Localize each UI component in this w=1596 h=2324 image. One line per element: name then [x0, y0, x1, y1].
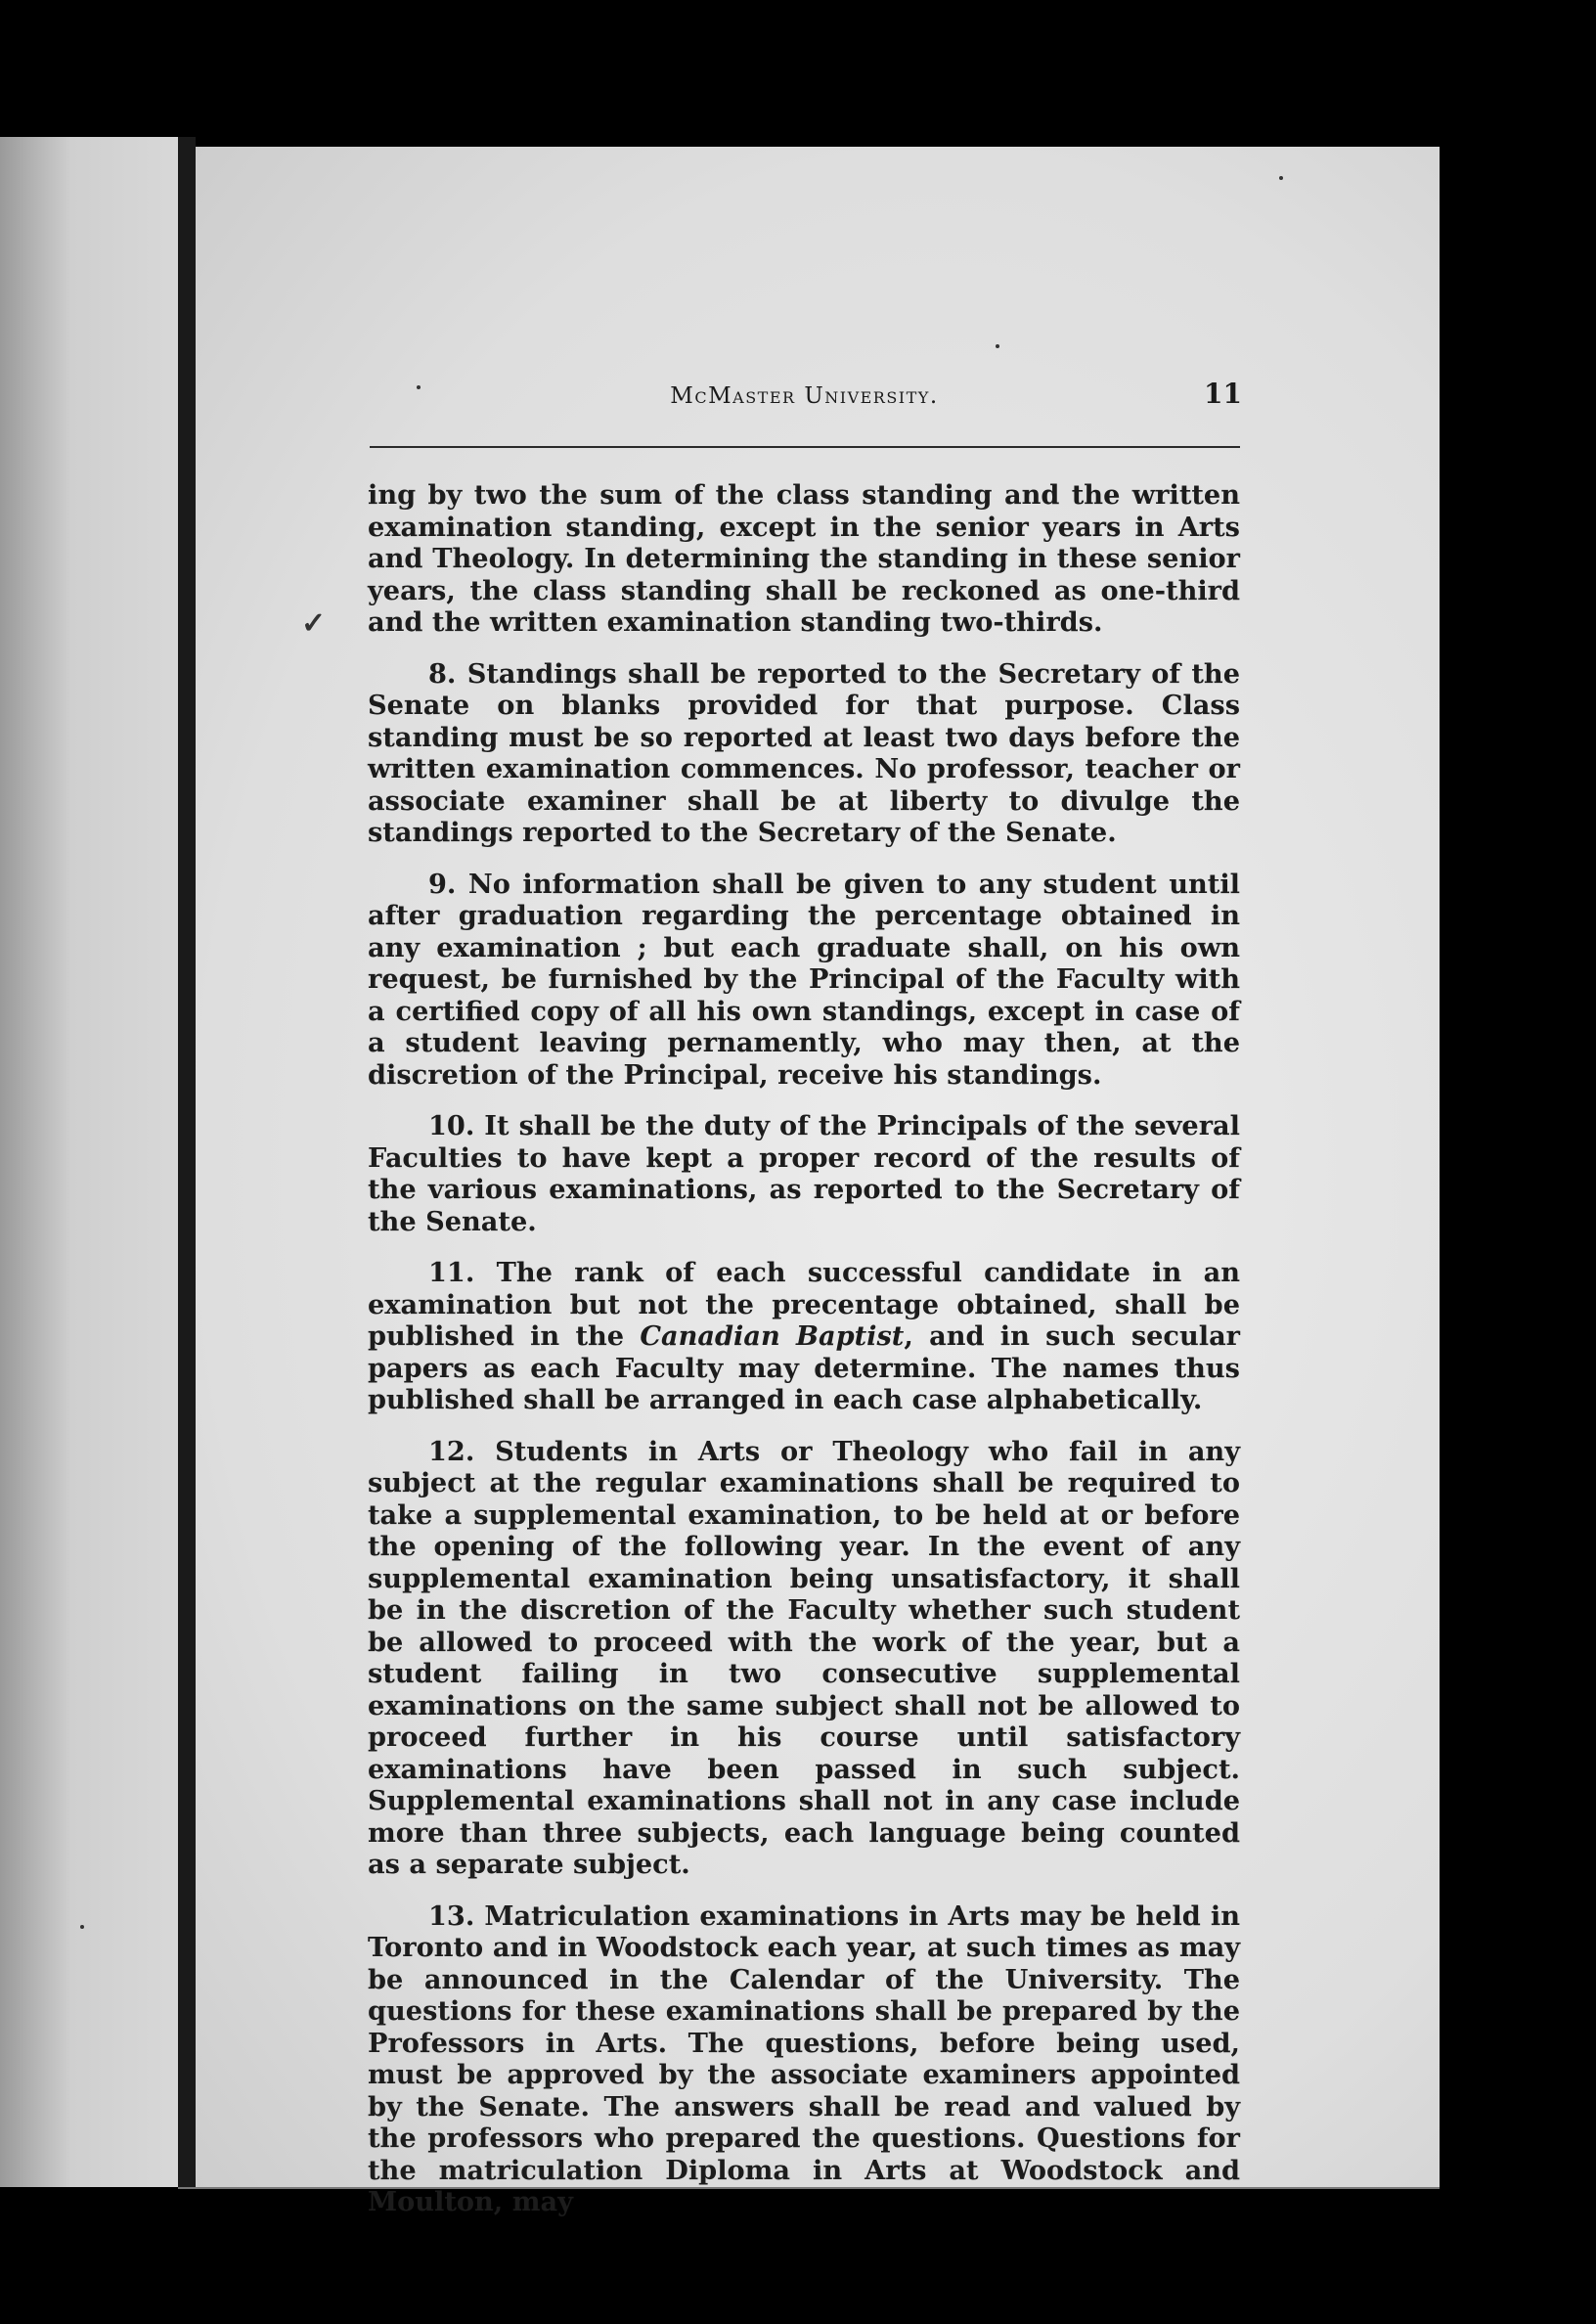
- paragraph-continued: ing by two the sum of the class standing and the written examination standing, except in the senior years in Arts and Theology. In determining the standing in these senior years, the class standing shall be reckoned as one-third and the written examination standing two-thirds.: [368, 479, 1240, 638]
- paragraph-11-text-before: 11. The rank of each successful candidate in an examination but not the precentage obtained, shall be published in the: [368, 1257, 1240, 1352]
- paragraph-12: 12. Students in Arts or Theology who fail in any subject at the regular examinations shall be required to take a supplemental examination, to be held at or before the opening of the following year. In the event of any supplemental examination being unsatisfactory, it shall be in the discretion of the Faculty whether such student be allowed to proceed with the work of the year, but a student failing in two consecutive supplemental examinations on the same subject shall not be allowed to proceed further in his course until satisfactory examinations have been passed in such subject. Supplemental examinations shall not in any case include more than three subjects, each language being counted as a separate subject.: [368, 1435, 1240, 1880]
- running-title: McMaster University.: [670, 383, 939, 409]
- paragraph-10: 10. It shall be the duty of the Principals of the several Faculties to have kept a proper record of the results of the various examinations, as reported to the Secretary of the Senate.: [368, 1110, 1240, 1237]
- body-text: [368, 479, 1240, 2218]
- handwritten-check-mark: ✓: [301, 606, 327, 641]
- paragraph-11-text-after: , and in such secular papers as each Faculty may determine. The names thus published shall be arranged in each case alphabetically.: [368, 1320, 1241, 1415]
- paragraph-13: 13. Matriculation examinations in Arts may be held in Toronto and in Woodstock each year, at such times as may be announced in the Calendar of the University. The questions for these examinations shall be prepared by the Professors in Arts. The questions, before being used, must be approved by the associate examiners appointed by the Senate. The answers shall be read and valued by the professors who prepared the questions. Questions for the matriculation Diploma in Arts at Woodstock and Moulton, may: [368, 1899, 1240, 2217]
- page-number: 11: [1204, 378, 1242, 410]
- header-rule: [370, 446, 1240, 448]
- paragraph-11-italic-title: Canadian Baptist: [640, 1320, 905, 1352]
- page-header: [367, 378, 1242, 417]
- paragraph-11: [368, 1257, 1240, 1416]
- paragraph-9: 9. No information shall be given to any student until after graduation regarding the percentage obtained in any examination ; but each graduate shall, on his own request, be furnished by the Principal of the Faculty with a certified copy of all his own standings, except in case of a student leaving pernamently, who may then, at the discretion of the Principal, receive his standings.: [368, 868, 1240, 1091]
- book-gutter: [178, 137, 196, 2187]
- facing-page-edge: [0, 137, 178, 2187]
- paragraph-8: 8. Standings shall be reported to the Secretary of the Senate on blanks provided for that purpose. Class standing must be so reported at least two days before the written examination commences. No professor, teacher or associate examiner shall be at liberty to divulge the standings reported to the Secretary of the Senate.: [368, 657, 1240, 848]
